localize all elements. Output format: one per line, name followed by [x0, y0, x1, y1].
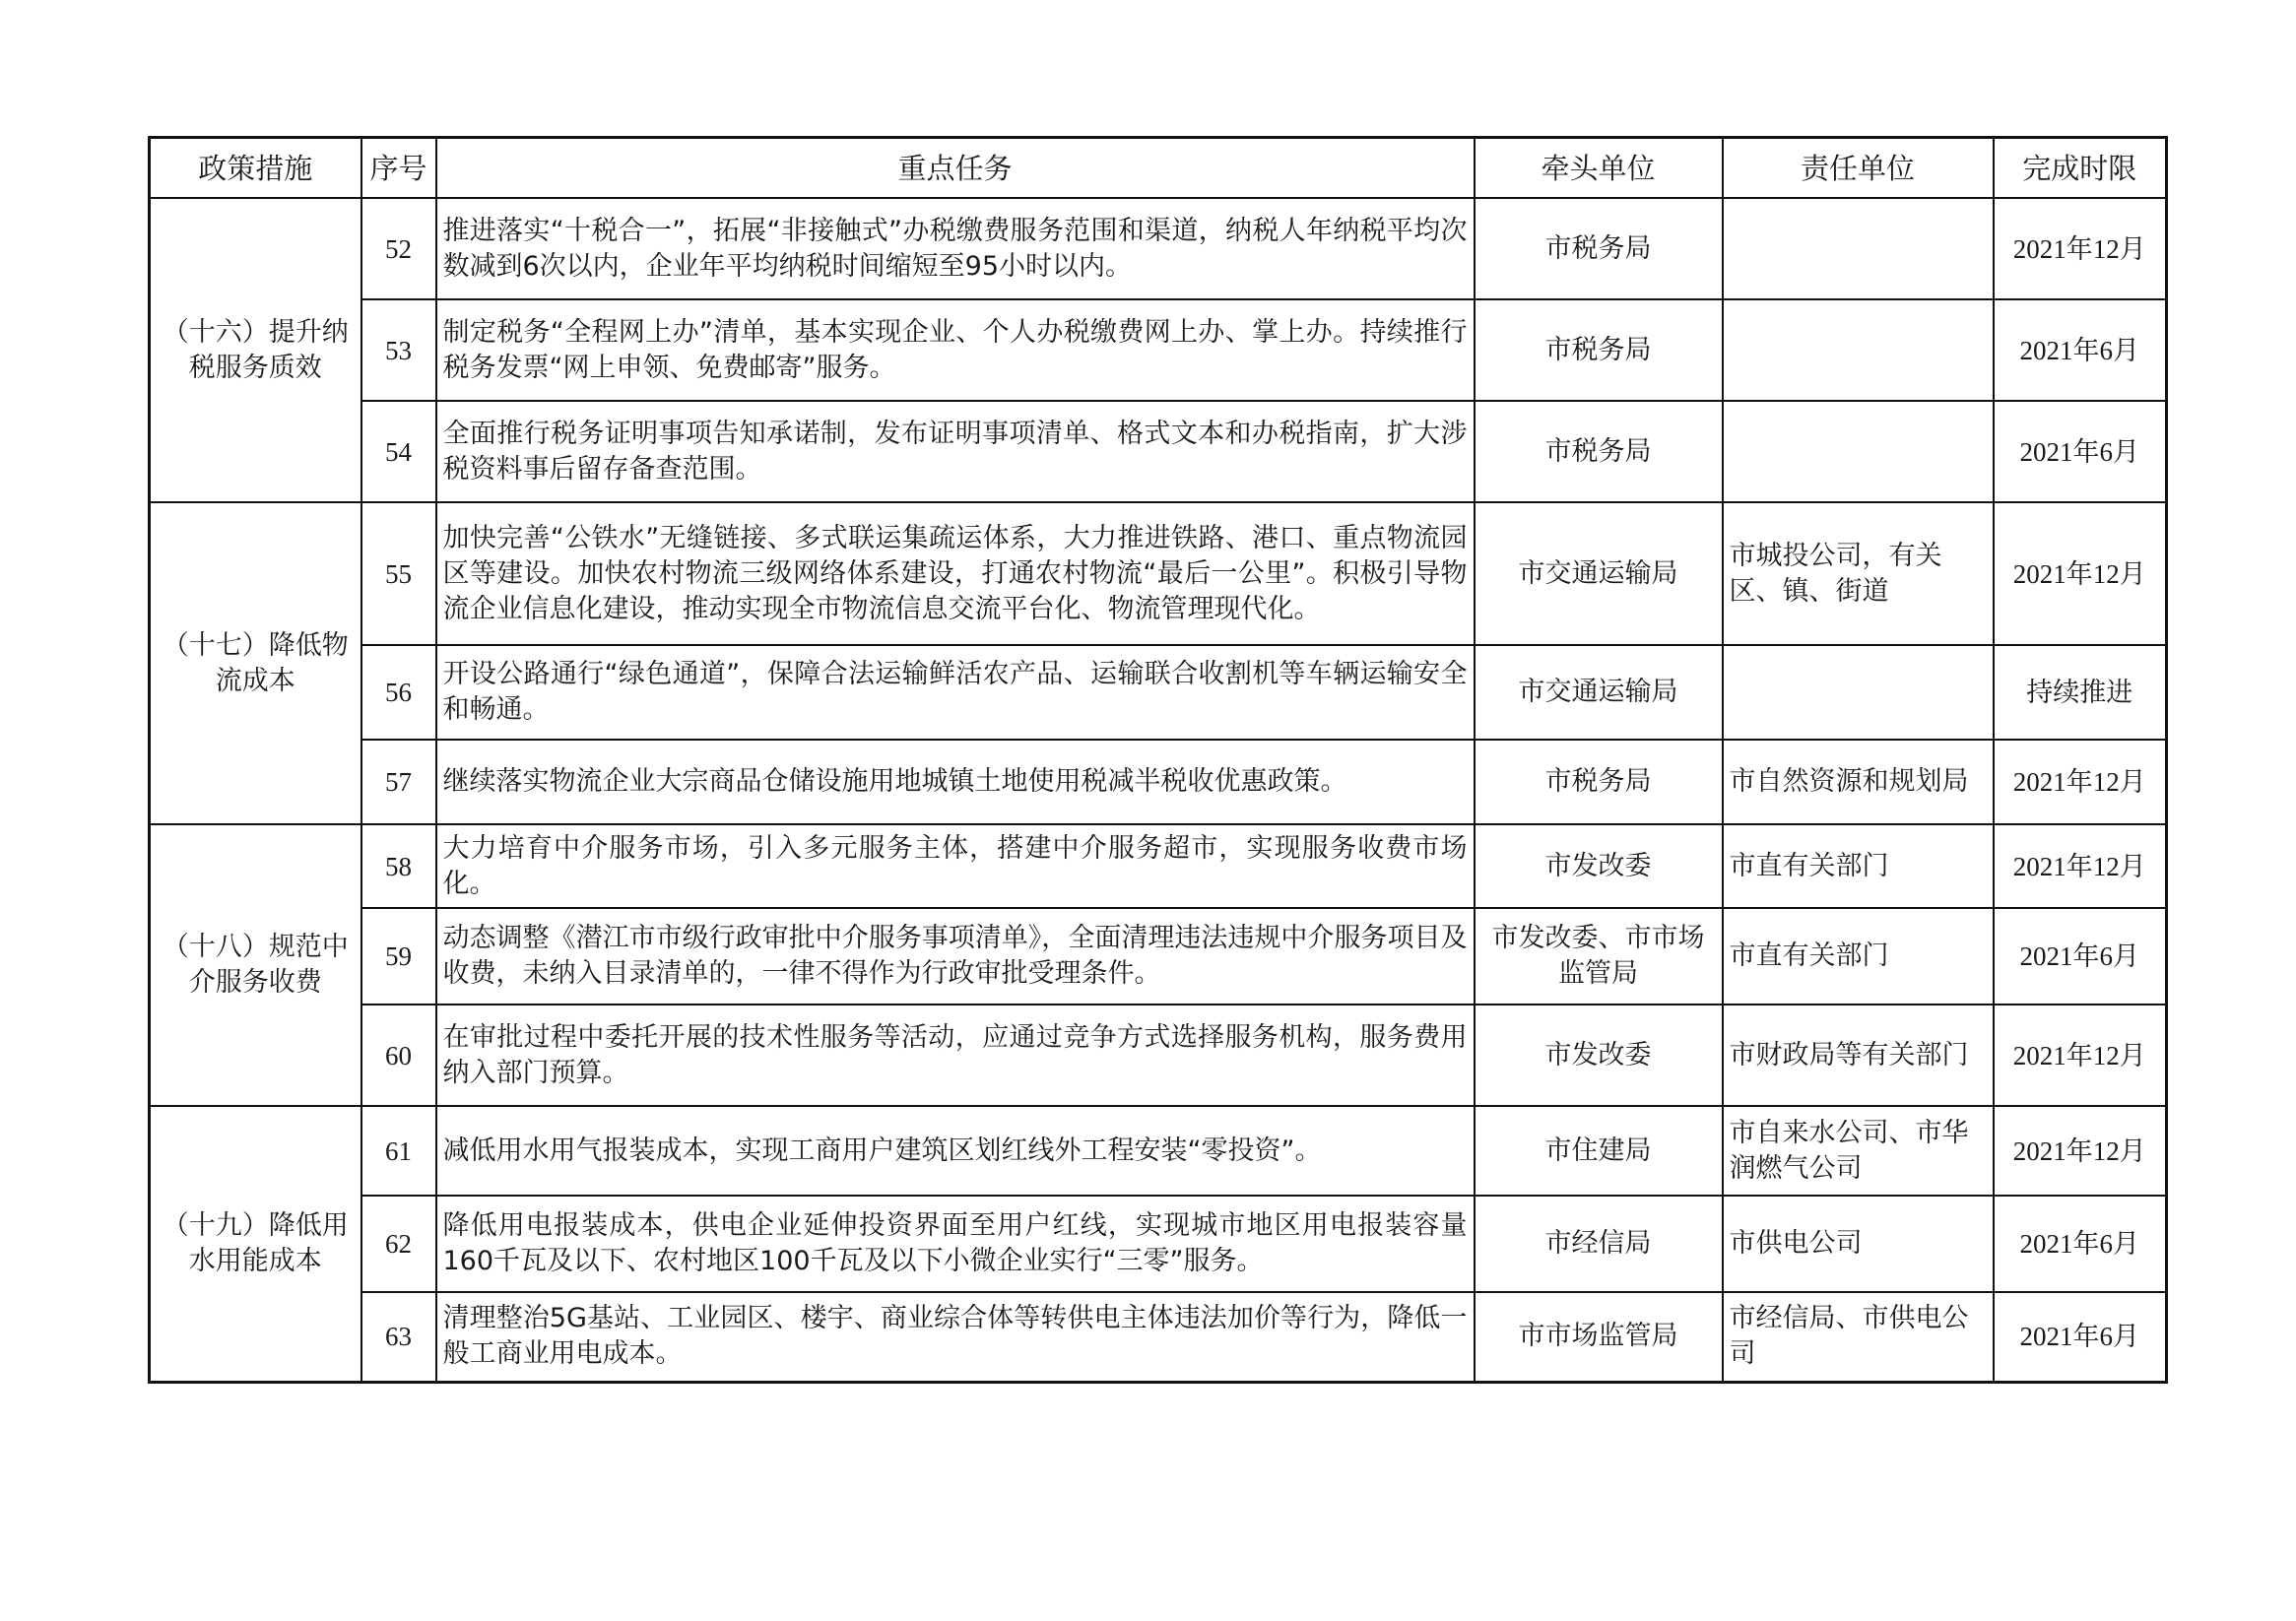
lead-unit: 市市场监管局 [1475, 1292, 1723, 1382]
row-number: 54 [361, 401, 436, 502]
table-row [150, 1106, 2167, 1196]
key-task: 加快完善“公铁水”无缝链接、多式联运集疏运体系，大力推进铁路、港口、重点物流园区等建设。加快农村物流三级网络体系建设，打通农村物流“最后一公里”。积极引导物流企业信息化建设，推动实现全市物流信息交流平台化、物流管理现代化。 [436, 502, 1475, 645]
policy-measure: （十七）降低物流成本 [150, 502, 361, 824]
table-row [150, 502, 2167, 645]
key-task: 动态调整《潜江市市级行政审批中介服务事项清单》，全面清理违法违规中介服务项目及收费，未纳入目录清单的，一律不得作为行政审批受理条件。 [436, 908, 1475, 1005]
table-row [150, 740, 2167, 824]
table-row [150, 299, 2167, 401]
lead-unit: 市发改委 [1475, 1005, 1723, 1106]
row-number: 60 [361, 1005, 436, 1106]
key-task: 推进落实“十税合一”，拓展“非接触式”办税缴费服务范围和渠道，纳税人年纳税平均次数减到6次以内，企业年平均纳税时间缩短至95小时以内。 [436, 198, 1475, 299]
row-number: 62 [361, 1196, 436, 1292]
policy-table [148, 136, 2168, 1384]
deadline: 2021年12月 [1994, 1106, 2167, 1196]
table-row [150, 1292, 2167, 1382]
table-row [150, 401, 2167, 502]
deadline: 2021年6月 [1994, 908, 2167, 1005]
responsible-unit [1723, 401, 1994, 502]
deadline: 2021年6月 [1994, 1292, 2167, 1382]
deadline: 持续推进 [1994, 645, 2167, 740]
header-row [150, 138, 2167, 199]
lead-unit: 市发改委 [1475, 824, 1723, 908]
row-number: 55 [361, 502, 436, 645]
lead-unit: 市交通运输局 [1475, 645, 1723, 740]
key-task: 继续落实物流企业大宗商品仓储设施用地城镇土地使用税减半税收优惠政策。 [436, 740, 1475, 824]
header-responsible: 责任单位 [1723, 138, 1994, 199]
lead-unit: 市发改委、市市场监管局 [1475, 908, 1723, 1005]
policy-table-container [148, 136, 2168, 1384]
lead-unit: 市税务局 [1475, 299, 1723, 401]
table-row [150, 198, 2167, 299]
row-number: 52 [361, 198, 436, 299]
deadline: 2021年6月 [1994, 401, 2167, 502]
deadline: 2021年12月 [1994, 1005, 2167, 1106]
table-row [150, 1005, 2167, 1106]
responsible-unit: 市城投公司，有关区、镇、街道 [1723, 502, 1994, 645]
table-row [150, 645, 2167, 740]
row-number: 63 [361, 1292, 436, 1382]
deadline: 2021年12月 [1994, 502, 2167, 645]
policy-measure: （十六）提升纳税服务质效 [150, 198, 361, 502]
header-measure: 政策措施 [150, 138, 361, 199]
lead-unit: 市交通运输局 [1475, 502, 1723, 645]
key-task: 清理整治5G基站、工业园区、楼宇、商业综合体等转供电主体违法加价等行为，降低一般工商业用电成本。 [436, 1292, 1475, 1382]
deadline: 2021年6月 [1994, 1196, 2167, 1292]
policy-measure: （十九）降低用水用能成本 [150, 1106, 361, 1382]
key-task: 大力培育中介服务市场，引入多元服务主体，搭建中介服务超市，实现服务收费市场化。 [436, 824, 1475, 908]
table-row [150, 908, 2167, 1005]
deadline: 2021年12月 [1994, 824, 2167, 908]
lead-unit: 市税务局 [1475, 401, 1723, 502]
row-number: 59 [361, 908, 436, 1005]
responsible-unit: 市自然资源和规划局 [1723, 740, 1994, 824]
responsible-unit: 市自来水公司、市华润燃气公司 [1723, 1106, 1994, 1196]
key-task: 制定税务“全程网上办”清单，基本实现企业、个人办税缴费网上办、掌上办。持续推行税务发票“网上申领、免费邮寄”服务。 [436, 299, 1475, 401]
responsible-unit [1723, 645, 1994, 740]
table-row [150, 1196, 2167, 1292]
responsible-unit: 市经信局、市供电公司 [1723, 1292, 1994, 1382]
deadline: 2021年12月 [1994, 198, 2167, 299]
header-no: 序号 [361, 138, 436, 199]
row-number: 56 [361, 645, 436, 740]
key-task: 减低用水用气报装成本，实现工商用户建筑区划红线外工程安装“零投资”。 [436, 1106, 1475, 1196]
responsible-unit [1723, 299, 1994, 401]
responsible-unit [1723, 198, 1994, 299]
responsible-unit: 市财政局等有关部门 [1723, 1005, 1994, 1106]
key-task: 在审批过程中委托开展的技术性服务等活动，应通过竞争方式选择服务机构，服务费用纳入部门预算。 [436, 1005, 1475, 1106]
lead-unit: 市税务局 [1475, 740, 1723, 824]
policy-measure: （十八）规范中介服务收费 [150, 824, 361, 1106]
row-number: 58 [361, 824, 436, 908]
header-deadline: 完成时限 [1994, 138, 2167, 199]
key-task: 全面推行税务证明事项告知承诺制，发布证明事项清单、格式文本和办税指南，扩大涉税资料事后留存备查范围。 [436, 401, 1475, 502]
lead-unit: 市税务局 [1475, 198, 1723, 299]
deadline: 2021年12月 [1994, 740, 2167, 824]
table-row [150, 824, 2167, 908]
header-task: 重点任务 [436, 138, 1475, 199]
responsible-unit: 市直有关部门 [1723, 908, 1994, 1005]
row-number: 57 [361, 740, 436, 824]
deadline: 2021年6月 [1994, 299, 2167, 401]
responsible-unit: 市直有关部门 [1723, 824, 1994, 908]
header-lead: 牵头单位 [1475, 138, 1723, 199]
key-task: 降低用电报装成本，供电企业延伸投资界面至用户红线，实现城市地区用电报装容量160千瓦及以下、农村地区100千瓦及以下小微企业实行“三零”服务。 [436, 1196, 1475, 1292]
key-task: 开设公路通行“绿色通道”，保障合法运输鲜活农产品、运输联合收割机等车辆运输安全和畅通。 [436, 645, 1475, 740]
row-number: 61 [361, 1106, 436, 1196]
row-number: 53 [361, 299, 436, 401]
lead-unit: 市经信局 [1475, 1196, 1723, 1292]
responsible-unit: 市供电公司 [1723, 1196, 1994, 1292]
lead-unit: 市住建局 [1475, 1106, 1723, 1196]
